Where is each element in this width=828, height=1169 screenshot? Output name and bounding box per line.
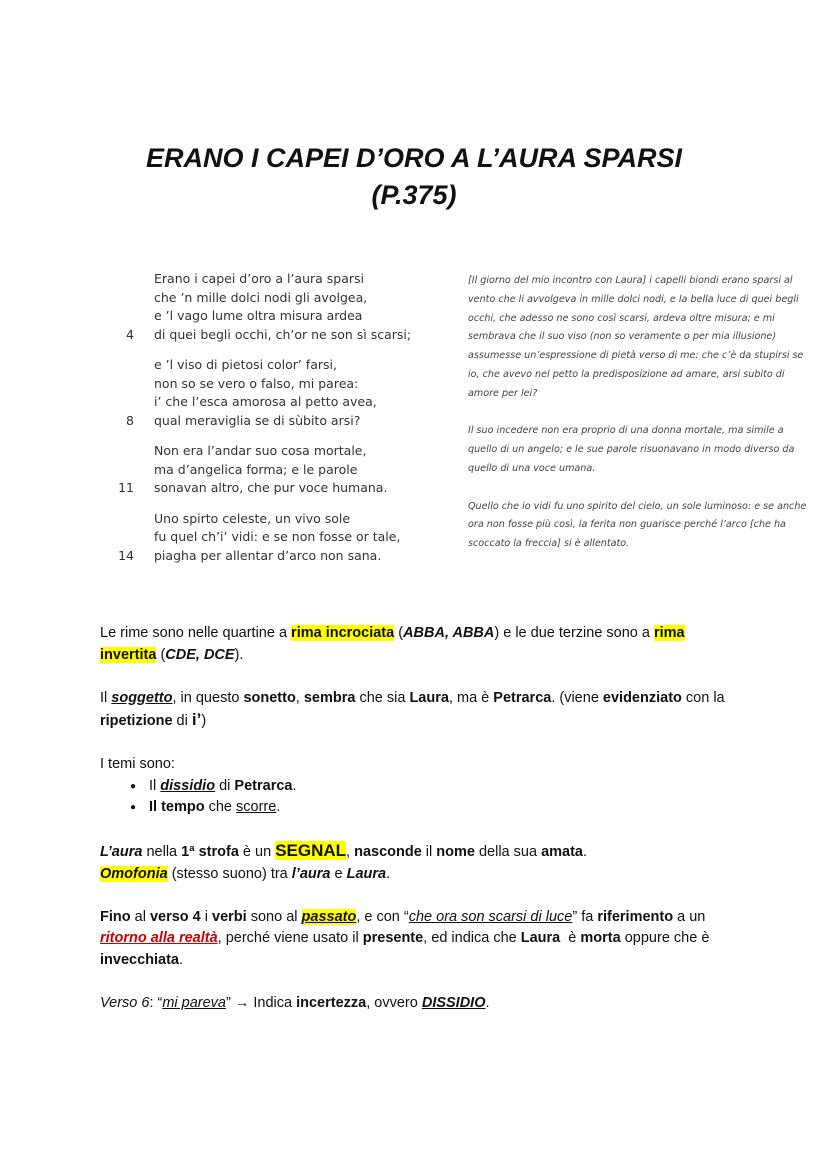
bold-word: Il tempo (149, 799, 205, 815)
note-rime (100, 623, 740, 666)
quote: che ora son scarsi di luce (408, 908, 573, 925)
highlight: Omofonia (100, 865, 168, 882)
underlined-word: scorre (236, 799, 277, 815)
bold-word: Petrarca (493, 689, 552, 706)
line-number: 4 (126, 326, 134, 342)
text: il (421, 844, 437, 860)
italic-word: Verso 6 (100, 994, 150, 1011)
bold-word: verso 4 (149, 908, 201, 925)
list-item (130, 797, 740, 819)
poem-line (110, 326, 440, 345)
emphasis: dissidio (160, 777, 216, 794)
bold-word: i’ (191, 710, 202, 729)
list-item (130, 776, 740, 798)
text: di (215, 777, 235, 794)
line-text: non so se vero o falso, mi parea: (154, 375, 359, 391)
poem-stanza (110, 270, 440, 344)
text: ). (234, 646, 244, 663)
poem-line (110, 479, 440, 498)
poem-line (110, 393, 440, 412)
quote: mi pareva (162, 994, 226, 1011)
page-title (0, 140, 828, 214)
text: oppure che è (620, 930, 710, 946)
poem-line (110, 289, 440, 308)
text: , ed indica che (423, 930, 521, 946)
text: i (200, 908, 213, 925)
text: sono al (246, 908, 302, 925)
line-text: e ’l vago lume oltra misura ardea (154, 308, 363, 323)
highlight: passato (301, 908, 357, 925)
emphasis: Laura (346, 865, 387, 882)
text: : “ (149, 994, 163, 1011)
text: ) e le due terzine sono a (494, 625, 654, 641)
text: . (292, 777, 297, 794)
poem-line (110, 375, 440, 394)
poem-line (110, 356, 440, 375)
line-text: piagha per allentar d’arco non sana. (154, 547, 382, 563)
text: (stesso suono) tra (167, 865, 292, 882)
text: . (485, 994, 490, 1011)
text: , perché viene usato il (217, 930, 363, 946)
poem-stanza (110, 510, 440, 566)
paraphrase-paragraph-2: Il suo incedere non era proprio di una donna mortale, ma simile a quello di un angelo; e le sue parole risuonavano in modo diverso da quello di una voce umana. (468, 425, 795, 474)
analysis-notes (100, 623, 740, 1036)
poem-stanza (110, 442, 440, 498)
line-text: Erano i capei d’oro a l’aura sparsi (154, 271, 364, 286)
poem-line (110, 307, 440, 326)
bold-word: invecchiata (100, 951, 179, 968)
bold-word: nome (436, 844, 475, 860)
text: ( (156, 646, 166, 663)
line-text: che ’n mille dolci nodi gli avolgea, (154, 289, 368, 305)
text: ” → Indica (226, 994, 297, 1011)
note-temi (100, 754, 740, 819)
text: , ovvero (366, 994, 422, 1011)
text: che sia (355, 689, 410, 706)
bold-word: ripetizione (100, 713, 173, 729)
title-line-1: ERANO I CAPEI D’ORO A L’AURA SPARSI (145, 143, 683, 173)
line-text: fu quel ch’i’ vidi: e se non fosse or tale, (154, 529, 401, 544)
paraphrase (468, 272, 808, 573)
poem-line (110, 442, 440, 461)
poem-line (110, 528, 440, 547)
bold-word: 1ª strofa (181, 844, 239, 860)
line-text: Uno spirto celeste, un vivo sole (154, 510, 351, 526)
text: con la (681, 689, 725, 706)
poem-line (110, 412, 440, 431)
paraphrase-paragraph-1: [Il giorno del mio incontro con Laura] i capelli biondi erano sparsi al vento che li avvolgeva in mille dolci nodi, e la bella luce di quei begli occhi, che adesso ne sono così scarsi, ardeva oltre misura; e mi sembrava che il suo viso (non so veramente o per mia illusione) assumesse un’espressione di pietà verso di me: che c’è da stupirsi se io, che avevo nel petto la predisposizione ad amare, arsi subito di amore per lei? (468, 275, 804, 399)
line-text: sonavan altro, che pur voce humana. (154, 480, 388, 495)
text: Il (100, 689, 112, 706)
text: Le rime sono nelle quartine a (100, 625, 292, 641)
text: ( (394, 625, 404, 641)
bold-word: Petrarca (234, 777, 293, 794)
text: a un (673, 908, 706, 925)
poem-line (110, 547, 440, 566)
bold-word: sembra (303, 689, 356, 706)
highlight: SEGNAL (275, 841, 347, 860)
line-text: di quei begli occhi, ch’or ne son sì scarsi; (154, 326, 412, 342)
poem-stanza (110, 356, 440, 430)
text: , e con “ (356, 908, 409, 925)
red-emphasis: ritorno alla realtà (100, 930, 218, 946)
text: che (204, 799, 237, 815)
text: è (560, 930, 581, 946)
text: , (346, 844, 355, 860)
text: , in questo (172, 689, 244, 706)
paraphrase-paragraph-3: Quello che io vidi fu uno spirito del cielo, un sole luminoso: e se anche ora non fosse più così, la ferita non guarisce perché l’arco [che ha scoccato la freccia] si è allentato. (468, 500, 807, 550)
bold-word: morta (580, 930, 621, 946)
poem-line (110, 510, 440, 529)
bold-word: presente (362, 930, 424, 946)
temi-list (100, 776, 740, 819)
note-verso-4 (100, 907, 740, 972)
emphasis: L’aura (100, 844, 143, 860)
line-text: Non era l’andar suo cosa mortale, (154, 443, 367, 458)
emphasis: CDE, DCE (165, 646, 235, 663)
emphasis: l’aura (291, 865, 331, 882)
emphasis: DISSIDIO (421, 994, 486, 1011)
text: . (viene (551, 689, 603, 706)
text: . (582, 844, 588, 860)
note-aura (100, 840, 740, 885)
text: nella (142, 844, 182, 860)
line-number: 8 (126, 412, 134, 428)
text: . (179, 951, 184, 968)
bold-word: amata (541, 844, 583, 860)
line-text: e ’l viso di pietosi color’ farsi, (154, 357, 337, 372)
bold-word: sonetto (243, 689, 296, 706)
bold-word: verbi (212, 908, 247, 925)
poem-line (110, 270, 440, 289)
text: di (172, 713, 192, 729)
bold-word: Fino (100, 908, 131, 925)
bold-word: Laura (409, 689, 449, 706)
emphasis: ABBA, ABBA (403, 625, 495, 641)
line-number: 11 (118, 480, 134, 495)
title-line-2: (P.375) (371, 180, 457, 210)
note-soggetto (100, 688, 740, 733)
highlight: rima incrociata (291, 625, 395, 641)
text: , ma è (448, 689, 494, 706)
bold-word: evidenziato (602, 689, 682, 706)
line-text: ma d’angelica forma; e le parole (154, 461, 358, 477)
bold-word: Laura (520, 930, 561, 946)
poem-line (110, 461, 440, 480)
poem-text (110, 270, 440, 577)
text: . (276, 799, 281, 815)
text: è un (238, 844, 276, 860)
text: . (386, 865, 391, 882)
bold-word: nasconde (354, 844, 422, 860)
line-number: 14 (118, 547, 134, 563)
line-text: i’ che l’esca amorosa al petto avea, (154, 394, 377, 409)
text: e (330, 865, 347, 882)
text: al (130, 908, 150, 925)
text: ” fa (572, 908, 598, 925)
line-text: qual meraviglia se di sùbito arsi? (154, 412, 361, 428)
text: Il (149, 777, 161, 794)
bold-word: incertezza (296, 994, 367, 1011)
highlight: rima invertita (100, 625, 685, 663)
note-verso-6 (100, 993, 740, 1015)
text: della sua (474, 844, 542, 860)
text: , (295, 689, 304, 706)
temi-intro: I temi sono: (100, 756, 175, 772)
bold-word: riferimento (597, 908, 674, 925)
text: ) (201, 713, 207, 729)
emphasis: soggetto (111, 689, 173, 706)
